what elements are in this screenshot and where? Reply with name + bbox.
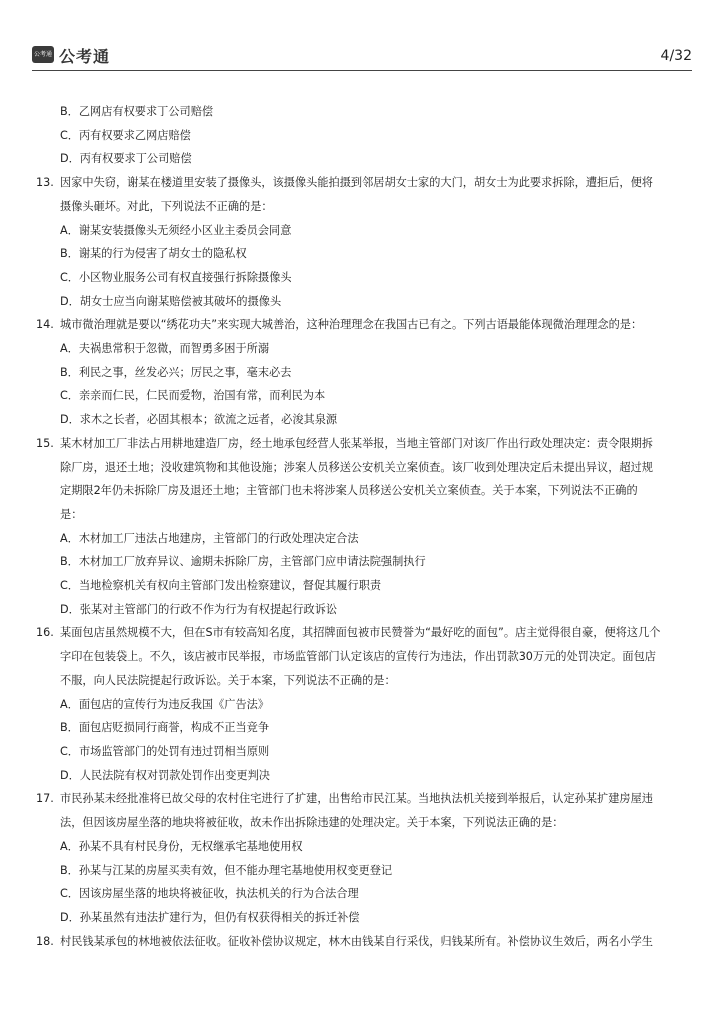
previous-question-options <box>36 100 696 171</box>
brand-name: 公考通 <box>59 47 111 66</box>
question-stem <box>36 930 696 954</box>
option-line: B．孙某与江某的房屋买卖有效，但不能办理宅基地使用权变更登记 <box>60 863 393 877</box>
option-line: D．孙某虽然有违法扩建行为，但仍有权获得相关的拆迁补偿 <box>60 910 360 924</box>
option-line: D．求木之长者，必固其根本；欲流之远者，必浚其泉源 <box>60 413 338 427</box>
question-stem <box>36 171 696 218</box>
question-item <box>36 313 696 432</box>
question-item <box>36 171 696 313</box>
option-line: B．谢某的行为侵害了胡女士的隐私权 <box>60 247 247 261</box>
question-text-line: 字印在包装袋上。不久，该店被市民举报，市场监管部门认定该店的宣传行为违法，作出罚款30万元的处罚决定。面包店 <box>60 650 656 664</box>
question-stem <box>36 313 696 337</box>
question-text-line: 除厂房，退还土地；没收建筑物和其他设施；涉案人员移送公安机关立案侦查。该厂收到处理决定后未提出异议，超过规 <box>60 460 653 474</box>
question-text-line: 市民孙某未经批准将已故父母的农村住宅进行了扩建，出售给市民江某。当地执法机关接到举报后，认定孙某扩建房屋违 <box>60 792 653 806</box>
option-line: C．丙有权要求乙网店赔偿 <box>60 128 191 142</box>
question-text-line: 城市微治理就是要以“绣花功夫”来实现大城善治，这种治理理念在我国古已有之。下列古语最能体现微治理理念的是： <box>60 318 643 332</box>
question-text-line: 定期限2年仍未拆除厂房及退还土地；主管部门也未将涉案人员移送公安机关立案侦查。关于本案，下列说法不正确的 <box>60 484 638 498</box>
option-line: C．亲亲而仁民，仁民而爱物，治国有常，而利民为本 <box>60 389 326 403</box>
question-text-line: 某面包店虽然规模不大，但在S市有较高知名度，其招牌面包被市民赞誉为“最好吃的面包”。店主觉得很自豪，便将这几个 <box>60 626 661 640</box>
question-stem <box>36 787 696 834</box>
question-item <box>36 432 696 622</box>
option-line: B．利民之事，丝发必兴；厉民之事，毫末必去 <box>60 365 292 379</box>
option-line: A．孙某不具有村民身份，无权继承宅基地使用权 <box>60 839 303 853</box>
question-text-line: 某木材加工厂非法占用耕地建造厂房，经土地承包经营人张某举报，当地主管部门对该厂作出行政处理决定：责令限期拆 <box>60 436 653 450</box>
question-number: 14. <box>36 318 54 332</box>
question-number: 18. <box>36 934 54 948</box>
logo-icon: 公考通 <box>32 46 54 63</box>
option-line: D．胡女士应当向谢某赔偿被其破坏的摄像头 <box>60 294 282 308</box>
option-line: A．面包店的宣传行为违反我国《广告法》 <box>60 697 270 711</box>
question-text-line: 因家中失窃，谢某在楼道里安装了摄像头，该摄像头能拍摄到邻居胡女士家的大门，胡女士为此要求拆除，遭拒后，便将 <box>60 176 653 190</box>
option-line: D．人民法院有权对罚款处罚作出变更判决 <box>60 768 270 782</box>
question-number: 16. <box>36 626 54 640</box>
option-line: B．面包店贬损同行商誉，构成不正当竞争 <box>60 721 270 735</box>
option-line: C．小区物业服务公司有权直接强行拆除摄像头 <box>60 270 292 284</box>
page-header <box>32 44 692 71</box>
question-item <box>36 930 696 954</box>
option-line: A．夫祸患常积于忽微，而智勇多困于所溺 <box>60 342 270 356</box>
question-text-line: 是： <box>60 507 83 521</box>
page-number: 4/32 <box>660 48 692 64</box>
document-body <box>36 100 696 953</box>
option-line: C．当地检察机关有权向主管部门发出检察建议，督促其履行职责 <box>60 579 382 593</box>
question-text-line: 法，但因该房屋坐落的地块将被征收，故未作出拆除违建的处理决定。关于本案，下列说法正确的是： <box>60 816 564 830</box>
option-line: B．木材加工厂放弃异议、逾期未拆除厂房，主管部门应申请法院强制执行 <box>60 555 426 569</box>
option-line: D．张某对主管部门的行政不作为行为有权提起行政诉讼 <box>60 602 338 616</box>
option-line: A．谢某安装摄像头无须经小区业主委员会同意 <box>60 223 292 237</box>
question-text-line: 村民钱某承包的林地被依法征收。征收补偿协议规定，林木由钱某自行采伐，归钱某所有。补偿协议生效后，两名小学生 <box>60 934 653 948</box>
question-number: 15. <box>36 436 54 450</box>
question-item <box>36 621 696 787</box>
option-line: B．乙网店有权要求丁公司赔偿 <box>60 105 214 118</box>
option-line: C．因该房屋坐落的地块将被征收，执法机关的行为合法合理 <box>60 887 359 901</box>
option-line: D．丙有权要求丁公司赔偿 <box>60 152 192 166</box>
option-line: C．市场监管部门的处罚有违过罚相当原则 <box>60 744 270 758</box>
question-text-line: 不服，向人民法院提起行政诉讼。关于本案，下列说法不正确的是： <box>60 673 396 687</box>
question-stem <box>36 432 696 527</box>
question-number: 17. <box>36 792 54 806</box>
question-list <box>36 171 696 953</box>
question-stem <box>36 621 696 692</box>
question-item <box>36 787 696 929</box>
option-line: A．木材加工厂违法占地建房，主管部门的行政处理决定合法 <box>60 531 359 545</box>
question-number: 13. <box>36 176 54 190</box>
question-text-line: 摄像头砸坏。对此，下列说法不正确的是： <box>60 199 273 213</box>
